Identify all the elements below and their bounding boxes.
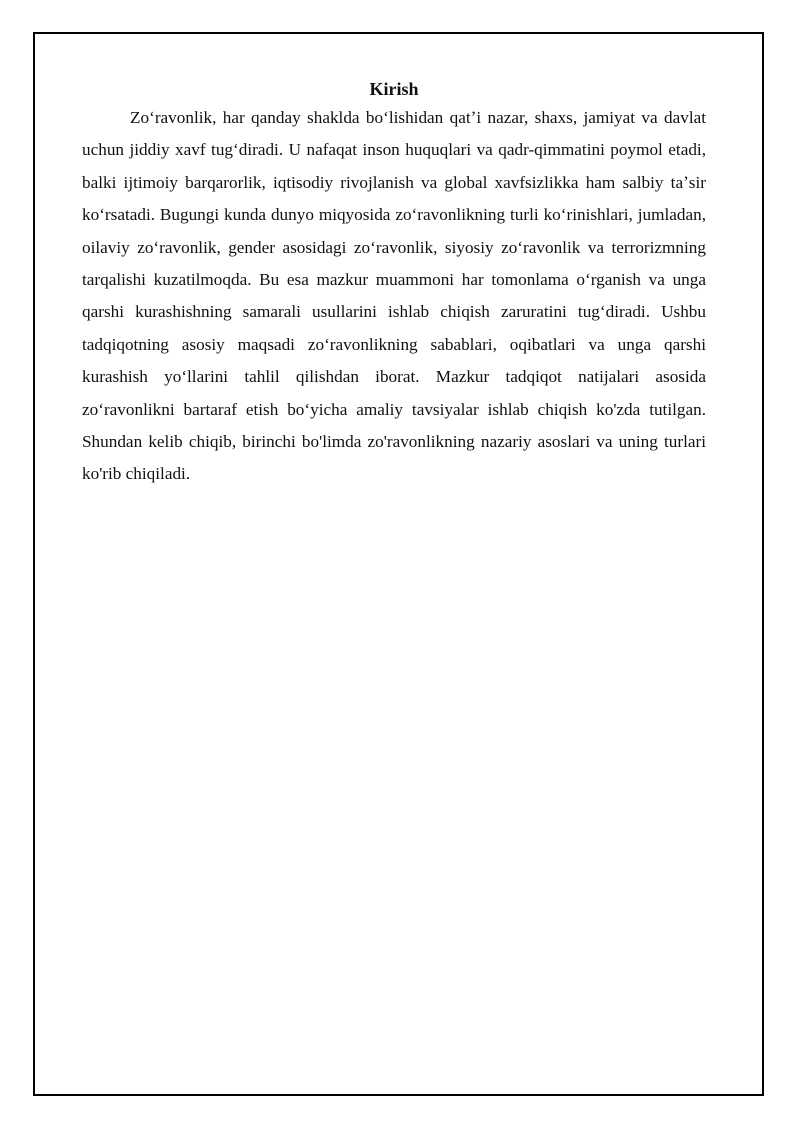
section-title: Kirish bbox=[369, 79, 419, 99]
intro-paragraph: Zoʻravonlik, har qanday shaklda boʻlishidan qatʼi nazar, shaxs, jamiyat va davlat uchun jiddiy xavf tugʻdiradi. U nafaqat inson huquqlari va qadr-qimmatini poymol etadi, balki ijtimoiy barqarorlik, iqtisodiy rivojlanish va global xavfsizlikka ham salbiy taʼsir koʻrsatadi. Bugungi kunda dunyo miqyosida zoʻravonlikning turli koʻrinishlari, jumladan, oilaviy zoʻravonlik, gender asosidagi zoʻravonlik, siyosiy zoʻravonlik va terrorizmning tarqalishi kuzatilmoqda. Bu esa mazkur muammoni har tomonlama oʻrganish va unga qarshi kurashishning samarali usullarini ishlab chiqish zaruratini tugʻdiradi. Ushbu tadqiqotning asosiy maqsadi zoʻravonlikning sabablari, oqibatlari va unga qarshi kurashish yoʻllarini tahlil qilishdan iborat. Mazkur tadqiqot natijalari asosida zoʻravonlikni bartaraf etish boʻyicha amaliy tavsiyalar ishlab chiqish ko'zda tutilgan. Shundan kelib chiqib, birinchi bo'limda zo'ravonlikning nazariy asoslari va uning turlari ko'rib chiqiladi. bbox=[82, 108, 706, 484]
document-body bbox=[82, 78, 706, 491]
